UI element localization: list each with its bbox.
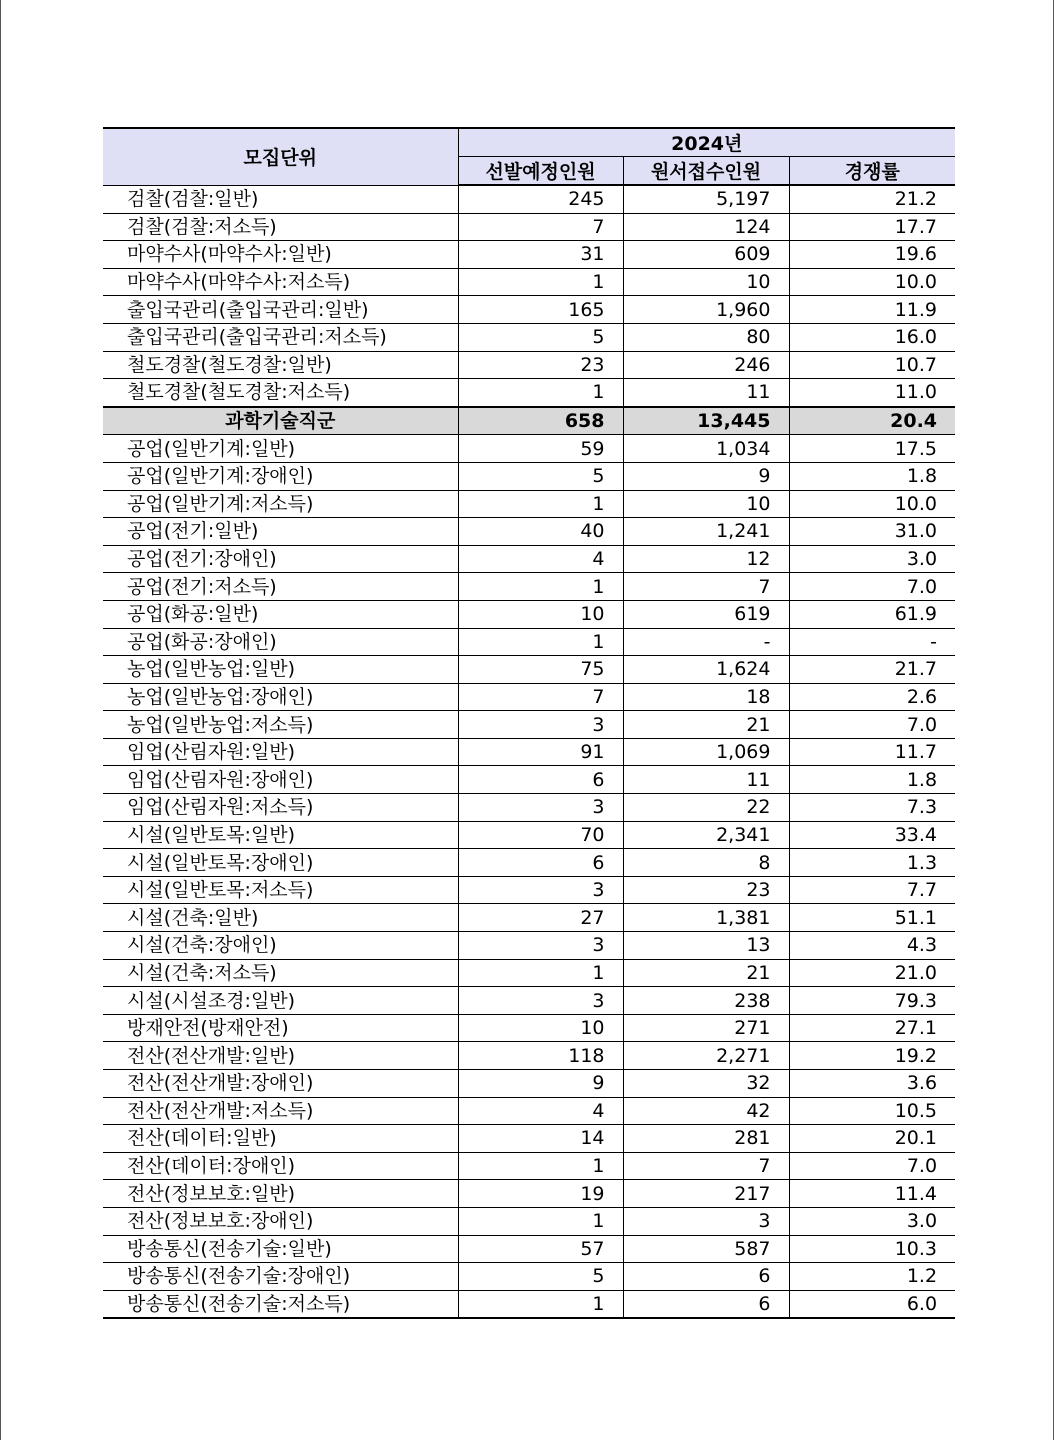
cell-rate: 7.7 (789, 876, 955, 904)
cell-selected: 118 (458, 1042, 623, 1070)
cell-unit-name: 공업(전기:장애인) (103, 545, 458, 573)
table-row (103, 1097, 955, 1125)
cell-rate: 61.9 (789, 600, 955, 628)
cell-selected: 1 (458, 959, 623, 987)
cell-applicants: 217 (623, 1180, 789, 1208)
cell-selected: 70 (458, 821, 623, 849)
cell-rate: 1.8 (789, 462, 955, 490)
table-row (103, 435, 955, 463)
cell-applicants: 246 (623, 351, 789, 379)
cell-unit-name: 방송통신(전송기술:일반) (103, 1235, 458, 1263)
cell-rate: 79.3 (789, 987, 955, 1015)
cell-selected: 5 (458, 462, 623, 490)
cell-unit-name: 검찰(검찰:저소득) (103, 213, 458, 241)
cell-selected: 1 (458, 628, 623, 656)
cell-unit-name: 농업(일반농업:일반) (103, 656, 458, 684)
cell-applicants: 21 (623, 959, 789, 987)
table-row (103, 296, 955, 324)
cell-selected: 3 (458, 711, 623, 739)
header-selected: 선발예정인원 (458, 157, 623, 186)
cell-unit-name: 공업(화공:장애인) (103, 628, 458, 656)
cell-applicants: 10 (623, 268, 789, 296)
cell-selected: 14 (458, 1125, 623, 1153)
cell-selected: 19 (458, 1180, 623, 1208)
cell-applicants: 271 (623, 1014, 789, 1042)
table-row (103, 1290, 955, 1318)
cell-applicants: 11 (623, 379, 789, 407)
cell-selected: 245 (458, 185, 623, 213)
cell-applicants: 11 (623, 766, 789, 794)
cell-rate: 21.2 (789, 185, 955, 213)
cell-unit-name: 과학기술직군 (103, 407, 458, 435)
table-row (103, 268, 955, 296)
cell-rate: 1.3 (789, 849, 955, 877)
cell-selected: 31 (458, 241, 623, 269)
cell-rate: 3.0 (789, 1207, 955, 1235)
cell-selected: 1 (458, 1152, 623, 1180)
cell-applicants: 619 (623, 600, 789, 628)
cell-applicants: 7 (623, 573, 789, 601)
cell-selected: 165 (458, 296, 623, 324)
cell-unit-name: 농업(일반농업:저소득) (103, 711, 458, 739)
cell-rate: 21.0 (789, 959, 955, 987)
cell-applicants: 587 (623, 1235, 789, 1263)
cell-rate: - (789, 628, 955, 656)
cell-rate: 31.0 (789, 518, 955, 546)
cell-rate: 19.6 (789, 241, 955, 269)
cell-rate: 7.0 (789, 711, 955, 739)
table-row (103, 573, 955, 601)
table-row (103, 711, 955, 739)
table-row (103, 932, 955, 960)
cell-unit-name: 공업(일반기계:장애인) (103, 462, 458, 490)
cell-applicants: 1,381 (623, 904, 789, 932)
cell-unit-name: 방송통신(전송기술:장애인) (103, 1263, 458, 1291)
table-header (103, 128, 955, 185)
table-row (103, 490, 955, 518)
cell-unit-name: 시설(일반토목:저소득) (103, 876, 458, 904)
table-row (103, 185, 955, 213)
recruitment-table (103, 127, 955, 1319)
cell-unit-name: 출입국관리(출입국관리:저소득) (103, 323, 458, 351)
cell-unit-name: 전산(정보보호:일반) (103, 1180, 458, 1208)
cell-rate: 3.6 (789, 1070, 955, 1098)
cell-selected: 23 (458, 351, 623, 379)
cell-applicants: 3 (623, 1207, 789, 1235)
cell-unit-name: 전산(전산개발:저소득) (103, 1097, 458, 1125)
cell-unit-name: 방송통신(전송기술:저소득) (103, 1290, 458, 1318)
cell-selected: 10 (458, 1014, 623, 1042)
cell-selected: 4 (458, 1097, 623, 1125)
cell-unit-name: 공업(일반기계:일반) (103, 435, 458, 463)
cell-rate: 10.7 (789, 351, 955, 379)
cell-rate: 10.0 (789, 268, 955, 296)
cell-selected: 10 (458, 600, 623, 628)
cell-applicants: 1,624 (623, 656, 789, 684)
cell-applicants: 2,341 (623, 821, 789, 849)
table-row (103, 241, 955, 269)
table-row (103, 1125, 955, 1153)
cell-applicants: 124 (623, 213, 789, 241)
cell-unit-name: 시설(시설조경:일반) (103, 987, 458, 1015)
cell-unit-name: 임업(산림자원:저소득) (103, 794, 458, 822)
cell-selected: 75 (458, 656, 623, 684)
table-row (103, 1152, 955, 1180)
cell-applicants: - (623, 628, 789, 656)
cell-applicants: 1,241 (623, 518, 789, 546)
cell-unit-name: 시설(건축:일반) (103, 904, 458, 932)
table-row (103, 849, 955, 877)
cell-applicants: 609 (623, 241, 789, 269)
table-row (103, 876, 955, 904)
table-row (103, 1042, 955, 1070)
cell-selected: 9 (458, 1070, 623, 1098)
cell-rate: 20.1 (789, 1125, 955, 1153)
cell-selected: 5 (458, 323, 623, 351)
cell-unit-name: 공업(일반기계:저소득) (103, 490, 458, 518)
cell-applicants: 5,197 (623, 185, 789, 213)
cell-rate: 51.1 (789, 904, 955, 932)
cell-applicants: 10 (623, 490, 789, 518)
cell-selected: 3 (458, 876, 623, 904)
cell-applicants: 13 (623, 932, 789, 960)
cell-selected: 40 (458, 518, 623, 546)
cell-unit-name: 철도경찰(철도경찰:일반) (103, 351, 458, 379)
cell-selected: 3 (458, 794, 623, 822)
cell-applicants: 1,034 (623, 435, 789, 463)
cell-selected: 27 (458, 904, 623, 932)
cell-unit-name: 마약수사(마약수사:일반) (103, 241, 458, 269)
cell-unit-name: 공업(화공:일반) (103, 600, 458, 628)
cell-applicants: 32 (623, 1070, 789, 1098)
table-row (103, 379, 955, 407)
cell-selected: 7 (458, 213, 623, 241)
table-row (103, 904, 955, 932)
cell-rate: 10.3 (789, 1235, 955, 1263)
cell-selected: 4 (458, 545, 623, 573)
cell-applicants: 6 (623, 1263, 789, 1291)
cell-selected: 1 (458, 490, 623, 518)
cell-rate: 1.2 (789, 1263, 955, 1291)
cell-unit-name: 전산(데이터:일반) (103, 1125, 458, 1153)
cell-rate: 1.8 (789, 766, 955, 794)
cell-unit-name: 마약수사(마약수사:저소득) (103, 268, 458, 296)
cell-rate: 10.5 (789, 1097, 955, 1125)
cell-applicants: 21 (623, 711, 789, 739)
cell-selected: 6 (458, 849, 623, 877)
cell-applicants: 9 (623, 462, 789, 490)
cell-unit-name: 임업(산림자원:장애인) (103, 766, 458, 794)
cell-selected: 5 (458, 1263, 623, 1291)
table-row (103, 959, 955, 987)
table-row (103, 462, 955, 490)
table-row (103, 545, 955, 573)
table-row (103, 738, 955, 766)
header-unit: 모집단위 (103, 128, 458, 185)
cell-unit-name: 시설(일반토목:일반) (103, 821, 458, 849)
table-row (103, 628, 955, 656)
cell-selected: 1 (458, 1207, 623, 1235)
cell-rate: 11.9 (789, 296, 955, 324)
cell-unit-name: 공업(전기:일반) (103, 518, 458, 546)
cell-rate: 17.7 (789, 213, 955, 241)
header-applicants: 원서접수인원 (623, 157, 789, 186)
table-row (103, 323, 955, 351)
table-row (103, 351, 955, 379)
table-row (103, 1180, 955, 1208)
cell-applicants: 281 (623, 1125, 789, 1153)
table-row (103, 600, 955, 628)
cell-rate: 7.0 (789, 573, 955, 601)
table-row (103, 1207, 955, 1235)
cell-applicants: 23 (623, 876, 789, 904)
cell-unit-name: 출입국관리(출입국관리:일반) (103, 296, 458, 324)
cell-applicants: 80 (623, 323, 789, 351)
table-row (103, 821, 955, 849)
table-row (103, 1235, 955, 1263)
cell-applicants: 13,445 (623, 407, 789, 435)
table-row (103, 656, 955, 684)
cell-rate: 11.4 (789, 1180, 955, 1208)
cell-applicants: 1,069 (623, 738, 789, 766)
cell-selected: 57 (458, 1235, 623, 1263)
cell-unit-name: 전산(전산개발:일반) (103, 1042, 458, 1070)
cell-applicants: 6 (623, 1290, 789, 1318)
table-row (103, 1070, 955, 1098)
cell-selected: 7 (458, 683, 623, 711)
cell-applicants: 8 (623, 849, 789, 877)
table-row (103, 987, 955, 1015)
cell-unit-name: 방재안전(방재안전) (103, 1014, 458, 1042)
table-row (103, 766, 955, 794)
header-year: 2024년 (458, 128, 955, 157)
cell-unit-name: 시설(일반토목:장애인) (103, 849, 458, 877)
table-row (103, 518, 955, 546)
cell-unit-name: 전산(전산개발:장애인) (103, 1070, 458, 1098)
cell-applicants: 238 (623, 987, 789, 1015)
cell-rate: 3.0 (789, 545, 955, 573)
cell-unit-name: 검찰(검찰:일반) (103, 185, 458, 213)
cell-applicants: 1,960 (623, 296, 789, 324)
cell-rate: 11.7 (789, 738, 955, 766)
cell-applicants: 12 (623, 545, 789, 573)
cell-applicants: 2,271 (623, 1042, 789, 1070)
cell-applicants: 22 (623, 794, 789, 822)
cell-unit-name: 농업(일반농업:장애인) (103, 683, 458, 711)
cell-rate: 19.2 (789, 1042, 955, 1070)
cell-unit-name: 철도경찰(철도경찰:저소득) (103, 379, 458, 407)
cell-rate: 16.0 (789, 323, 955, 351)
table-row (103, 213, 955, 241)
cell-selected: 3 (458, 932, 623, 960)
cell-rate: 7.0 (789, 1152, 955, 1180)
table-row (103, 1014, 955, 1042)
cell-rate: 10.0 (789, 490, 955, 518)
cell-selected: 3 (458, 987, 623, 1015)
cell-rate: 7.3 (789, 794, 955, 822)
cell-rate: 2.6 (789, 683, 955, 711)
cell-rate: 17.5 (789, 435, 955, 463)
cell-unit-name: 공업(전기:저소득) (103, 573, 458, 601)
cell-rate: 21.7 (789, 656, 955, 684)
cell-selected: 1 (458, 573, 623, 601)
cell-selected: 658 (458, 407, 623, 435)
table-row (103, 794, 955, 822)
cell-unit-name: 시설(건축:저소득) (103, 959, 458, 987)
cell-applicants: 7 (623, 1152, 789, 1180)
table-row (103, 683, 955, 711)
cell-rate: 4.3 (789, 932, 955, 960)
cell-selected: 1 (458, 379, 623, 407)
cell-rate: 27.1 (789, 1014, 955, 1042)
cell-applicants: 42 (623, 1097, 789, 1125)
cell-unit-name: 시설(건축:장애인) (103, 932, 458, 960)
cell-rate: 20.4 (789, 407, 955, 435)
cell-unit-name: 전산(정보보호:장애인) (103, 1207, 458, 1235)
cell-unit-name: 전산(데이터:장애인) (103, 1152, 458, 1180)
header-rate: 경쟁률 (789, 157, 955, 186)
table-row (103, 1263, 955, 1291)
cell-rate: 33.4 (789, 821, 955, 849)
table-body (103, 185, 955, 1318)
cell-selected: 59 (458, 435, 623, 463)
cell-unit-name: 임업(산림자원:일반) (103, 738, 458, 766)
cell-selected: 1 (458, 268, 623, 296)
group-row (103, 407, 955, 435)
cell-selected: 91 (458, 738, 623, 766)
cell-rate: 11.0 (789, 379, 955, 407)
cell-rate: 6.0 (789, 1290, 955, 1318)
cell-applicants: 18 (623, 683, 789, 711)
cell-selected: 6 (458, 766, 623, 794)
cell-selected: 1 (458, 1290, 623, 1318)
